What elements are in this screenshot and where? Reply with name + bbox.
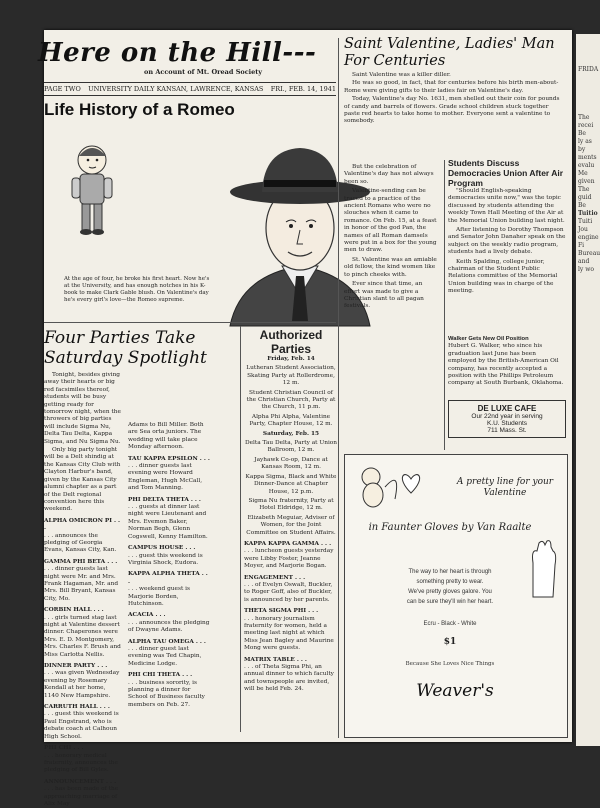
society-item [44,559,122,603]
adjacent-line: ly as [578,138,592,145]
society-item-text: . . . dinner guests last evening were Howard Engleman, Hugh McCall, and Tom Manning. [128,463,203,492]
ad-copy-line: something pretty to wear. [416,579,484,585]
students-p3: Keith Spalding, college junior, chairman of the Student Public Relations committee of the Memorial Union building was in charge of the meeting. [448,258,558,295]
authorized-entry: Elizabeth Meguiar, Adviser of Women, for the Joint Committee on Student Affairs. [246,514,336,536]
adjacent-line: evalu [578,162,595,169]
adjacent-line: Bureau [578,250,600,257]
society-item-head: ACACIA . . . [128,612,166,619]
ad-price: $1 [443,637,457,647]
page-number: PAGE TWO [44,85,81,93]
authorized-entry: Sigma Nu fraternity, Party at Hotel Eldridge, 12 m. [248,497,334,512]
society-item [244,575,338,605]
adjacent-page [576,34,600,746]
authorized-entry: Friday, Feb. 14 [267,356,315,362]
society-item-head: GAMMA PHI BETA . . . [44,558,118,565]
society-item [244,657,338,694]
cupid-icon [351,459,431,519]
society-item [244,608,338,652]
valentine-p5: Valentine-sending can be traced to a practice of the ancient Romans who were no slouches when it came to romance. On Feb. 15, at a feast in honor of the god Pan, the names of all Roman damsels were put in a box for the young men to draw. [344,188,437,254]
society-item-text: . . . guest this weekend is Paul Engstrand, who is debate coach at Calhoun High School. [44,711,119,740]
society-item-head: ALPHA TAU OMEGA . . . [128,638,206,645]
society-item-text: . . . was given Wednesday evening by Rosemary Kendall at her home, 1140 New Hampshire. [44,670,120,699]
parties-column-2 [128,422,210,709]
society-item-head: ANNOUNCEMENT . . . [44,778,117,785]
masthead-subtitle: on Account of Mt. Oread Society [144,68,263,76]
ad-copy-line: The way to her heart is through [408,569,492,575]
students-article [448,158,566,298]
society-item-text: . . . has been made of the approaching marriage of Alix May [44,786,119,807]
society-item-head: CORBIN HALL . . . [44,607,104,614]
adjacent-line: FRIDA [578,66,599,73]
authorized-entry: Student Christian Council of the Christian Church, Party at the Church, 11 p.m. [246,389,336,411]
society-item [128,497,210,541]
ad-product: in Faunter Gloves by Van Raalte [368,522,532,533]
deluxe-line3: 711 Mass. St. [487,427,527,434]
society-item-text: . . . honorary journalism fraternity for women, held a meeting last night at which Miss Jean Bagley and Maurine Mong were guests. [244,615,334,652]
adjacent-line: The [578,186,590,193]
glove-ad [344,454,568,738]
ad-copy [365,567,535,607]
society-item-head: DINNER PARTY . . . [44,663,108,670]
society-item [244,541,338,571]
valentine-article-col [344,164,440,313]
adjacent-line: ly wo [578,266,594,273]
ad-copy-line: can be sure they'll win her heart. [406,599,494,605]
valentine-headline: Saint Valentine, Ladies' Man For Centuries [344,36,555,69]
valentine-p7: Ever since that time, an effort was made to give a Christian slant to all pagan festivals. [344,281,424,310]
society-item [44,607,122,659]
society-item [128,639,210,669]
authorized-entry: Saturday, Feb. 15 [262,430,320,437]
child-illustration [64,138,126,248]
ad-tagline: A pretty line for your Valentine [456,477,554,498]
society-item-text: . . . of Theta Sigma Phi, an annual dinner to which faculty and townspeople are invited, will be held Feb. 24. [244,664,334,693]
adjacent-line: Be [578,130,586,137]
society-item [44,704,122,741]
society-item-head: ENGAGEMENT . . . [244,574,306,581]
society-item-text: . . . guests at dinner last night were Lieutenant and Mrs. Evemon Baker, Norman Begh, Glenn Cogswell, Kenny Hamilton. [128,504,208,540]
society-item [44,663,122,700]
society-item-head: MATRIX TABLE . . . [244,656,307,663]
society-item-head: CARRUTH HALL . . . [44,704,110,711]
society-item [128,612,210,634]
dateline [44,82,336,96]
authorized-entry: Kappa Sigma, Black and White Dinner-Dance at Chapter House, 12 p.m. [245,473,337,495]
adjacent-line: by [578,146,586,153]
valentine-p1: Saint Valentine was a killer diller. [352,72,451,78]
students-headline: Students Discuss Democracies Union After Air Program [448,158,564,188]
deluxe-line1: Our 22nd year in serving [471,413,543,420]
society-item [128,456,210,493]
society-item [44,779,122,808]
walker-article [448,336,566,388]
society-item-head: KAPPA ALPHA THETA . . . [128,571,208,585]
society-item [44,745,122,775]
adjacent-line: ments [578,154,597,161]
parties-headline: Four Parties Take Saturday Spotlight [44,328,207,368]
newspaper-page [38,30,572,807]
society-item-text: . . . weekend guest is Marjorie Borden, Hutchinson. [128,586,190,607]
society-item-head: ALPHA OMICRON PI . . . [44,517,121,532]
society-item-text: . . . honorary medical fraternity, announces the pledging of Bill Gyles. [44,752,118,774]
society-item-head: PHI CHI . . . [44,745,84,752]
valentine-article [344,72,566,127]
society-item-text: . . . luncheon guests yesterday were Libby Foster, Jeanne Moyer, and Marjorie Bogan. [244,548,334,570]
students-p1: "Should English-speaking democracies unite now," was the topic discussed by students attending the weekly Town Hall Meeting of the Air at the Memorial Union building last night. [448,188,565,224]
valentine-p4: But the celebration of Valentine's day has not always been so. [344,164,434,185]
society-item [128,672,210,709]
parties-intro: Tonight, besides giving away their hearts or big red facsimiles thereof, students will be busy getting ready for tomorrow night, when the throwers of big parties will include Sigma Nu, Delta Tau Delta, Kappa Sigma, and Nu Sigma Nu. [44,372,121,445]
society-item [128,422,210,452]
authorized-title: Authorized Parties [259,328,323,356]
society-item-text: . . . business sorority, is planning a dinner for School of Business faculty members on Feb. 27. [128,679,205,708]
authorized-parties [244,328,338,694]
authorized-entry: Delta Tau Delta, Party at Union Ballroom, 12 m. [244,440,338,454]
adjacent-line: given [578,178,595,185]
society-item-text: . . . guest this weekend is Virginia Shock, Eudora. [128,552,203,566]
paper-name: UNIVERSITY DAILY KANSAN, LAWRENCE, KANSAS [88,85,264,93]
romeo-headline: Life History of a Romeo [44,100,235,119]
valentine-p3: Today, Valentine's day No. 1631, men shelled out their coin for pounds of candy and barrels of flowers. Grade school children stuck together paste red hearts to take home to mother. Everyone sent a valentine to somebody. [344,96,560,125]
parties-intro-2: Only big party tonight will be a Delt shindig at the Kansas City Club with Clayton Harbur's band, given by the Kansas City alumni chapter as a part of the Delt regional convention here this weekend. [44,447,121,513]
society-item-head: TAU KAPPA EPSILON . . . [128,455,210,462]
masthead-title: Here on the Hill--- [38,38,317,68]
adjacent-line: and [578,258,590,265]
ad-copy-line: We've pretty gloves galore. You [408,589,492,595]
deluxe-cafe-ad [448,400,566,438]
society-item-text: . . . girls turned stag last night at Valentine dessert dinner. Chaperones were Mrs. E. D. Montgomery, Mrs. Charles F. Brush and Miss Carlotta Nellis. [44,614,121,658]
adjacent-line: The [578,114,590,121]
valentine-p2: He was so good, in fact, that for centuries before his birth men-about-Rome were giving gifts to their ladies fair on Valentine's day. [344,80,559,94]
adjacent-line: guid [578,194,592,201]
authorized-entry: Alpha Phi Alpha, Valentine Party, Chapter House, 12 m. [249,413,333,428]
society-item-head: KAPPA KAPPA GAMMA . . . [244,540,332,547]
ad-store: Weaver's [416,681,494,701]
society-item [128,571,210,608]
ad-because: Because She Loves Nice Things [405,661,495,667]
adjacent-line: Jou [578,226,588,233]
adjacent-line: Tuiti [578,218,593,225]
issue-date: FRI., FEB. 14, 1941 [270,85,336,93]
adjacent-line: Me [578,170,588,177]
walker-headline: Walker Gets New Oil Position [448,336,529,342]
society-item [128,545,210,567]
students-p2: After listening to Dorothy Thompson and Senator John Danaher speak on the subject on the weekly radio program, students had a lively debate. [448,227,566,256]
society-item-text: Adams to Bill Miller. Both are Sea orta juniors. The wedding will take place Monday afternoon. [128,422,204,451]
adjacent-line: recei [578,122,594,129]
authorized-entry: Jayhawk Co-op, Dance at Kansas Room, 12 m. [254,456,328,471]
adjacent-line: Be [578,202,586,209]
society-item-text: . . . announces the pledging of Dwayne Adams. [128,619,210,634]
adjacent-line: Fi [578,242,585,249]
society-item-head: CAMPUS HOUSE . . . [128,545,196,552]
valentine-p6: St. Valentine was an amiable old fellow, the kind women like to pinch cheeks with. [344,256,437,278]
society-item-head: THETA SIGMA PHI . . . [244,608,319,615]
society-item-head: PHI DELTA THETA . . . [128,496,201,503]
ad-colors: Ecru - Black - White [423,621,477,627]
society-item-text: . . . dinner guest last evening was Ted Chapin, Medicine Lodge. [128,645,202,667]
deluxe-name: DE LUXE CAFE [477,404,537,413]
society-item [44,518,122,555]
deluxe-line2: K.U. Students [486,420,528,427]
walker-text: Hubert G. Walker, who since his graduation last June has been employed by the British-American Oil company, has recently accepted a position with the Phillips Petroleum company at South Burbank, Oklahoma. [448,343,564,387]
romeo-caption: At the age of four, he broke his first heart. Now he's at the University, and has enough notches in his K-book to make Clark Gable blush. On Valentine's day he's every girl's love—the Romeo supreme. [64,276,210,303]
society-item-head: PHI CHI THETA . . . [128,672,193,679]
adjacent-line: Tuitio [578,210,598,217]
society-item-text: . . . of Evelyn Oswalt, Buckler, to Roger Goff, also of Buckler, is announced by her parents. [244,581,333,603]
adjacent-line: engine [578,234,599,241]
authorized-entry: Lutheran Student Association, Skating Party at Rollerdrome, 12 m. [246,365,336,387]
society-item-text: . . . dinner guests last night were Mr. and Mrs. Frank Hagaman, Mr. and Mrs. Bill Bryant, Kansas City, Mo. [44,566,119,602]
society-item-text: . . . announces the pledging of Georgia Evans, Kansas City, Kan. [44,532,117,554]
parties-column-1 [44,372,122,808]
